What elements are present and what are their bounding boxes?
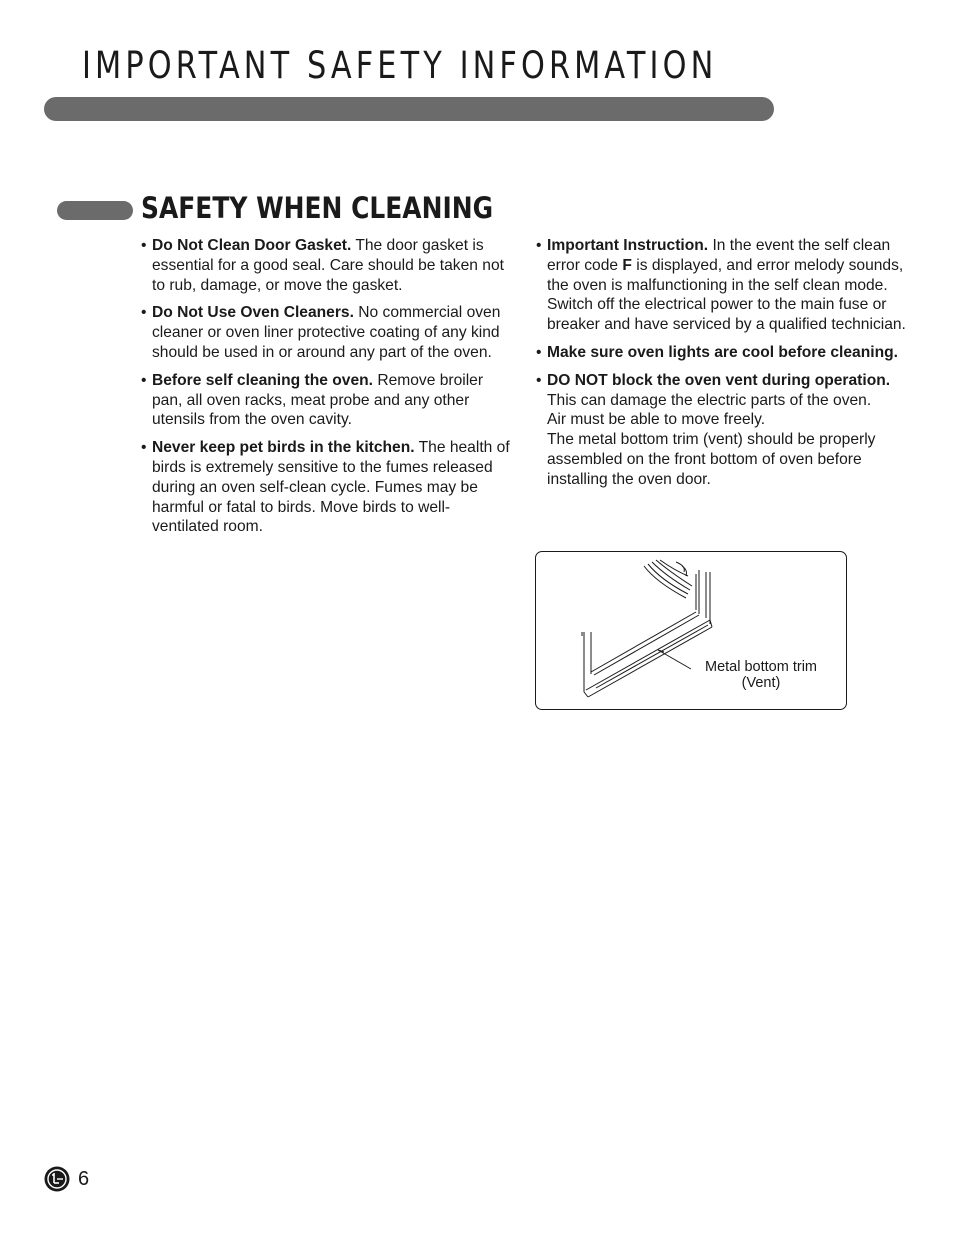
figure-caption-line2: (Vent) bbox=[741, 675, 781, 691]
item-heading: DO NOT block the oven vent during operation. bbox=[547, 371, 891, 389]
figure-caption bbox=[688, 659, 834, 691]
vent-diagram-box bbox=[535, 551, 847, 710]
item-text: Remove broiler pan, all oven racks, meat probe and any other utensils from the oven cavity. bbox=[152, 371, 484, 429]
bullet-icon: • bbox=[536, 237, 542, 254]
figure-caption-line1: Metal bottom trim bbox=[705, 659, 817, 675]
lg-logo-icon bbox=[44, 1166, 70, 1192]
list-item bbox=[536, 371, 916, 490]
page-number: 6 bbox=[78, 1168, 90, 1190]
item-heading: Important Instruction. bbox=[547, 237, 709, 254]
bullet-icon: • bbox=[141, 237, 147, 254]
bullet-icon: • bbox=[141, 304, 147, 322]
item-text: is displayed, and error melody sounds, the oven is malfunctioning in the self clean mode. Switch off the electrical power to the main fuse or breaker and have serviced by a qualified technician. bbox=[547, 256, 906, 334]
item-text: No commercial oven cleaner or oven liner protective coating of any kind should be used in or around any part of the oven. bbox=[152, 304, 501, 361]
section-marker-pill bbox=[57, 201, 133, 220]
bullet-icon: • bbox=[141, 439, 147, 457]
left-column bbox=[141, 236, 513, 545]
error-code: F bbox=[622, 256, 632, 274]
item-heading: Do Not Use Oven Cleaners. bbox=[152, 304, 354, 322]
item-text: The metal bottom trim (vent) should be properly assembled on the front bottom of oven before installing the oven door. bbox=[547, 431, 876, 488]
item-heading: Do Not Clean Door Gasket. bbox=[152, 237, 352, 254]
list-item bbox=[141, 438, 513, 537]
item-text: The door gasket is essential for a good seal. Care should be taken not to rub, damage, or move the gasket. bbox=[152, 237, 504, 294]
bullet-icon: • bbox=[141, 371, 147, 389]
list-item bbox=[536, 236, 916, 335]
page-header-title: IMPORTANT SAFETY INFORMATION bbox=[82, 44, 718, 87]
bullet-icon: • bbox=[536, 343, 542, 361]
item-text: Air must be able to move freely. bbox=[547, 411, 766, 429]
header-divider-bar bbox=[44, 97, 774, 121]
item-heading: Before self cleaning the oven. bbox=[152, 371, 373, 389]
item-text: The health of birds is extremely sensitive to the fumes released during an oven self-clean cycle. Fumes may be harmful or fatal to birds. Move birds to well-ventilated room. bbox=[152, 439, 510, 536]
list-item bbox=[536, 343, 916, 363]
list-item bbox=[141, 236, 513, 295]
right-column bbox=[536, 236, 916, 498]
list-item bbox=[141, 371, 513, 430]
item-heading: Make sure oven lights are cool before cleaning. bbox=[547, 343, 898, 361]
item-text: This can damage the electric parts of the oven. bbox=[547, 391, 872, 409]
section-title: SAFETY WHEN CLEANING bbox=[141, 191, 494, 225]
list-item bbox=[141, 303, 513, 362]
item-text: In the event the self clean error code bbox=[547, 237, 891, 274]
bullet-icon: • bbox=[536, 371, 542, 389]
item-heading: Never keep pet birds in the kitchen. bbox=[152, 439, 415, 457]
